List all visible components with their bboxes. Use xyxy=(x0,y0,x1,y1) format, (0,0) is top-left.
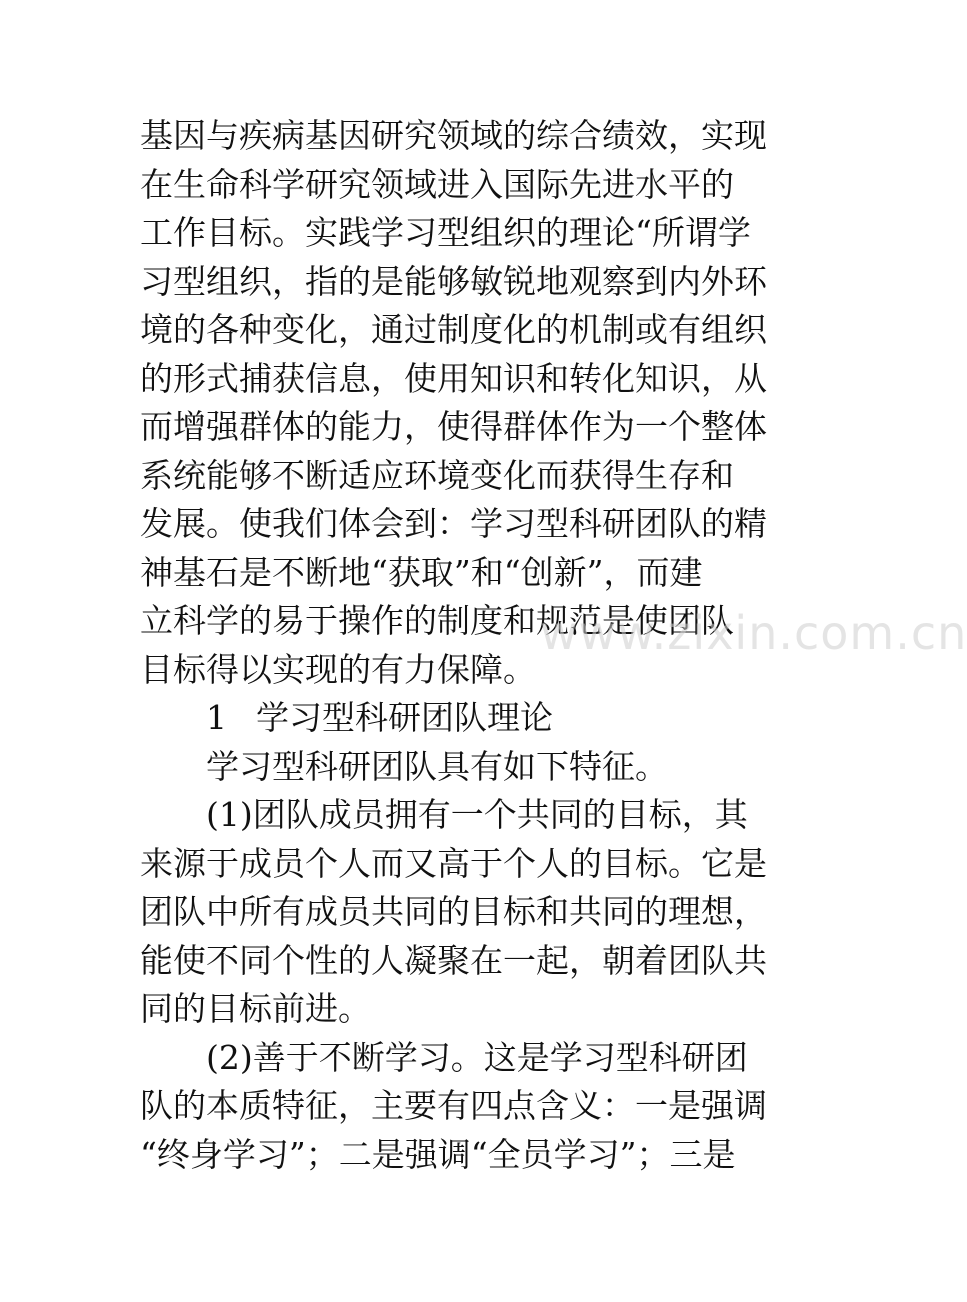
paragraph-line: 的形式捕获信息，使用知识和转化知识，从 xyxy=(140,358,767,398)
paragraph-line: 神基石是不断地“获取”和“创新”，而建 xyxy=(140,552,703,592)
paragraph-line: 在生命科学研究领域进入国际先进水平的 xyxy=(140,164,734,204)
paragraph-line: 系统能够不断适应环境变化而获得生存和 xyxy=(140,455,734,495)
point-1-line: 能使不同个性的人凝聚在一起，朝着团队共 xyxy=(140,940,767,980)
point-1-line: 来源于成员个人而又高于个人的目标。它是 xyxy=(140,843,767,883)
watermark: www.zixin.com.cn xyxy=(540,606,967,660)
paragraph-line: 而增强群体的能力，使得群体作为一个整体 xyxy=(140,407,767,446)
paragraph-line: 立科学的易于操作的制度和规范是使团队 xyxy=(140,601,734,640)
point-2-line: “终身学习”；二是强调“全员学习”；三是 xyxy=(140,1134,736,1174)
paragraph-line: 工作目标。实践学习型组织的理论“所谓学 xyxy=(140,213,751,252)
paragraph-line: 发展。使我们体会到：学习型科研团队的精 xyxy=(140,504,767,543)
paragraph-line: 基因与疾病基因研究领域的综合绩效，实现 xyxy=(140,116,767,155)
paragraph-line: 境的各种变化，通过制度化的机制或有组织 xyxy=(140,310,767,349)
point-1-line: 团队中所有成员共同的目标和共同的理想， xyxy=(140,892,767,931)
point-1-line: 同的目标前进。 xyxy=(140,989,371,1028)
paragraph-line: 习型组织，指的是能够敏锐地观察到内外环 xyxy=(140,261,767,301)
paragraph-line: 目标得以实现的有力保障。 xyxy=(140,649,536,689)
document-body xyxy=(140,112,800,1179)
section-title: 学习型科研团队理论 xyxy=(256,698,553,737)
section-heading xyxy=(140,694,800,743)
point-2-line: 队的本质特征，主要有四点含义：一是强调 xyxy=(140,1086,767,1125)
section-number: 1 xyxy=(206,698,227,737)
intro-line: 学习型科研团队具有如下特征。 xyxy=(206,746,668,786)
point-1-line: (1)团队成员拥有一个共同的目标，其 xyxy=(206,795,748,834)
point-2-line: (2)善于不断学习。这是学习型科研团 xyxy=(206,1037,748,1077)
